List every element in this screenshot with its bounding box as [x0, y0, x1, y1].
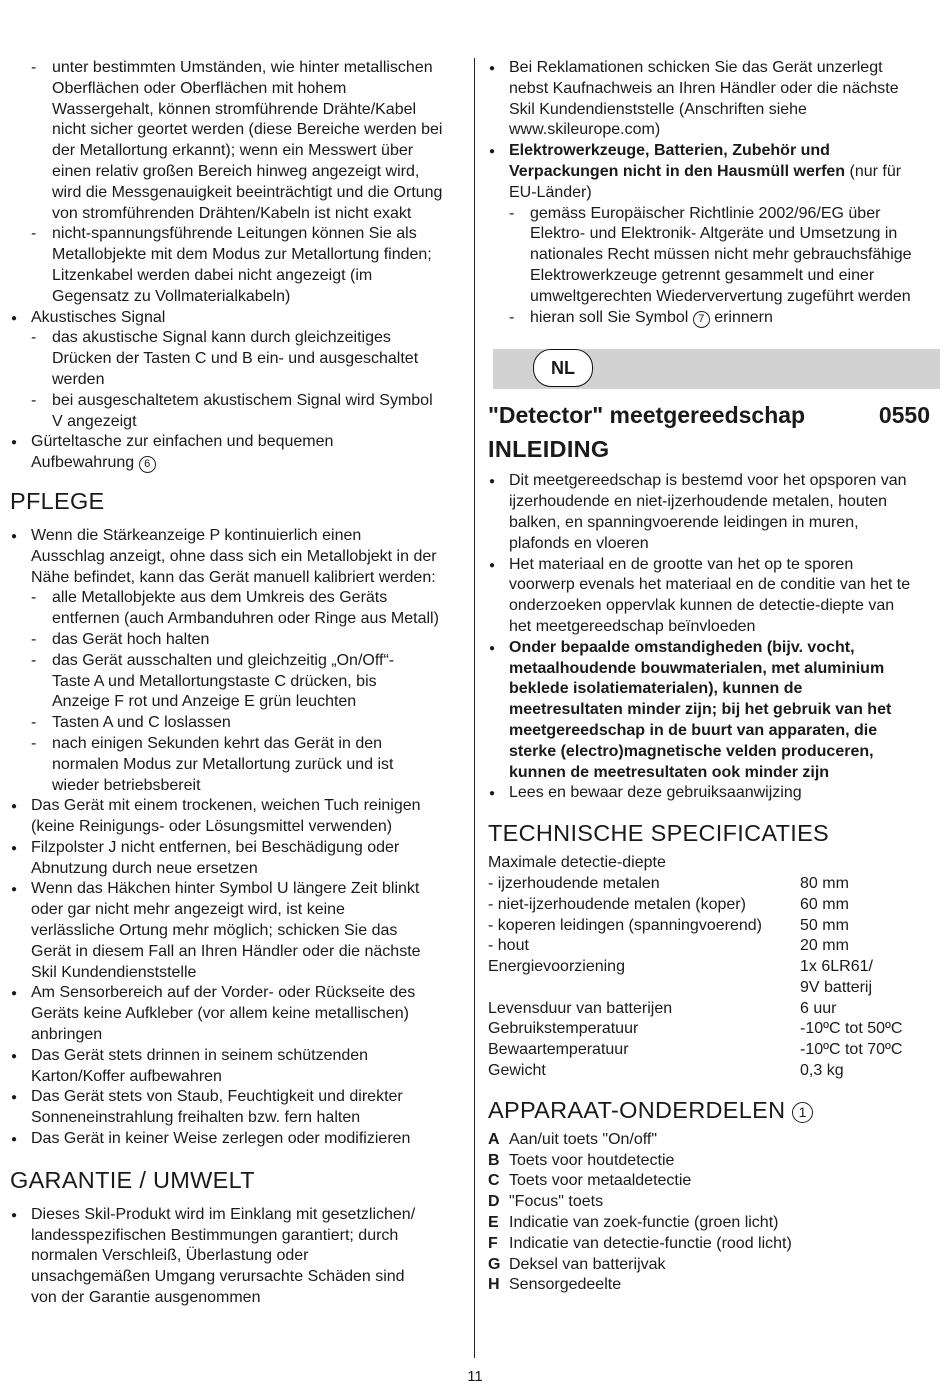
bullet-item: ● Dit meetgereedschap is bestemd voor het opsporen van: [488, 471, 940, 492]
product-title: "Detector" meetgereedschap: [488, 402, 806, 429]
part-label: Indicatie van detectie-functie (rood licht): [509, 1234, 792, 1252]
spec-row: [488, 1061, 940, 1082]
dash-item: - alle Metallobjekte aus dem Umkreis des Geräts: [10, 588, 465, 609]
item-line: Skil Kundendienststelle (Anschriften siehe: [509, 100, 807, 118]
item-line: [488, 659, 940, 680]
spec-value: 80 mm: [800, 874, 849, 892]
spec-label: Levensduur van batterijen: [488, 999, 673, 1017]
bold-text: sterke (electro)magnetische velden produceren,: [509, 742, 874, 760]
part-label: Indicatie van zoek-functie (groen licht): [509, 1214, 779, 1232]
part-label: Deksel van batterijvak: [509, 1255, 666, 1273]
spec-label: - hout: [488, 937, 529, 955]
item-line: der Metallortung erkannt); wenn ein Messwert über: [52, 142, 414, 160]
bullet-item: ● Das Gerät stets von Staub, Feuchtigkeit und direkter: [10, 1087, 465, 1108]
spec-label: [488, 978, 800, 999]
dash-item: - nicht-spannungsführende Leitungen können Sie als: [10, 224, 465, 245]
part-row: [488, 1192, 940, 1213]
bold-text: Onder bepaalde omstandigheden (bijv. vocht,: [509, 638, 855, 656]
spec-value: 60 mm: [800, 895, 849, 913]
spec-row: [488, 978, 940, 999]
item-line: von stromführenden Drähten/Kabeln ist nicht exakt: [52, 204, 412, 222]
spec-row: [488, 936, 940, 957]
spec-value: 9V batterij: [800, 978, 873, 996]
section-title-garantie: GARANTIE / UMWELT: [10, 1166, 255, 1193]
item-line: Elektro- und Elektronik- Altgeräte und Umsetzung in: [530, 225, 898, 243]
item-line: [488, 700, 940, 721]
item-line: Sonneneinstrahlung freihalten bzw. fern halten: [31, 1109, 361, 1127]
item-line: entfernen (auch Armbanduhren oder Ringe aus Metall): [52, 610, 439, 628]
dash-item: - gemäss Europäischer Richtlinie 2002/96/EG über: [488, 204, 940, 225]
part-label: Aan/uit toets "On/off": [509, 1130, 658, 1148]
item-line: einen relativ großen Bereich hinweg angezeigt wird,: [52, 162, 420, 180]
item-line: [488, 721, 940, 742]
item-line: ijzerhoudende en niet-ijzerhoudende metalen, houten: [509, 493, 888, 511]
item-line: www.skileurope.com): [509, 121, 661, 139]
spec-label: Energievoorziening: [488, 958, 625, 976]
parts-list: [488, 1130, 940, 1296]
bold-text: metaalhoudende bouwmaterialen, met aluminium: [509, 659, 885, 677]
item-line: Taste A und Metallortungstaste C drücken, bis: [52, 672, 377, 690]
spec-value: 6 uur: [800, 999, 837, 1017]
dash-item: - bei ausgeschaltetem akustischem Signal wird Symbol: [10, 391, 465, 412]
item-line: Litzenkabel werden dabei nicht angezeigt (im: [52, 266, 373, 284]
part-code: D: [488, 1193, 500, 1211]
specs-heading: Maximale detectie-diepte: [488, 854, 666, 872]
spec-value: 0,3 kg: [800, 1062, 844, 1080]
item-line: Verpackungen nicht in den Hausmüll werfen (nur für: [509, 162, 902, 180]
spec-row: [488, 916, 940, 937]
item-line: normalen Modus zur Metallortung zurück und ist: [52, 755, 394, 773]
part-row: [488, 1275, 940, 1296]
item-line: Wassergehalt, können stromführende Drähte/Kabel: [52, 100, 417, 118]
part-row: [488, 1171, 940, 1192]
section-title-pflege: PFLEGE: [10, 487, 105, 514]
item-line: anbringen: [31, 1026, 103, 1044]
item-line: Gegensatz zu Vollmaterialkabeln): [52, 287, 291, 305]
item-line: (keine Reinigungs- oder Lösungsmittel verwenden): [31, 818, 393, 836]
item-line: unsachgemäßen Umgang verursachte Schäden sind: [31, 1268, 405, 1286]
section-title-specs: TECHNISCHE SPECIFICATIES: [488, 820, 830, 847]
spec-row: [488, 1019, 940, 1040]
part-row: [488, 1151, 940, 1172]
dash-item: - das Gerät hoch halten: [10, 630, 465, 651]
part-row: [488, 1255, 940, 1276]
part-code: G: [488, 1255, 501, 1273]
item-line: nicht sicher geortet werden (diese Bereiche werden bei: [52, 121, 443, 139]
item-line: Nähe befindet, kann das Gerät manuell kalibriert werden:: [31, 568, 436, 586]
item-line: Ausschlag anzeigt, ohne dass sich ein Metallobjekt in der: [31, 547, 437, 565]
part-row: [488, 1234, 940, 1255]
section-title-parts: [488, 1096, 940, 1124]
item-line: normalen Verschleiß, Überlastung oder: [31, 1247, 309, 1265]
bullet-item: ● Wenn das Häkchen hinter Symbol U längere Zeit blinkt: [10, 879, 465, 900]
bullet-item: ● Gürteltasche zur einfachen und bequemen: [10, 432, 465, 453]
dash-item: - das akustische Signal kann durch gleichzeitiges: [10, 328, 465, 349]
item-line: Oberflächen oder Oberflächen mit hohem: [52, 79, 347, 97]
item-line: het meetgereedschap beïnvloeden: [509, 617, 756, 635]
bold-text: meetresultaten minder zijn; bij het gebruik van het: [509, 701, 892, 719]
bold-text: Elektrowerkzeuge, Batterien, Zubehör und: [509, 142, 830, 160]
item-line: Gerät in diesem Fall an Ihren Händler oder die nächste: [31, 942, 421, 960]
part-label: Sensorgedeelte: [509, 1276, 622, 1294]
item-line: onderzoeken oppervlak kunnen de detectie-diepte van: [509, 597, 895, 615]
item-line: Elektrowerkzeuge getrennt gesammelt und einer: [530, 266, 875, 284]
parts-title: APPARAAT-ONDERDELEN: [488, 1096, 786, 1123]
bold-text: meetgereedschap in de buurt van apparaten, die: [509, 721, 878, 739]
specs-table: [488, 874, 940, 1082]
part-label: "Focus" toets: [509, 1193, 604, 1211]
bullet-item: ● Das Gerät in keiner Weise zerlegen oder modifizieren: [10, 1129, 465, 1150]
bullet-item: ● Het materiaal en de grootte van het op te sporen: [488, 555, 940, 576]
part-label: Toets voor houtdetectie: [509, 1151, 675, 1169]
dash-item: - hieran soll Sie Symbol 7 erinnern: [488, 308, 940, 329]
spec-label: - ijzerhoudende metalen: [488, 874, 660, 892]
figure-ref-icon: 7: [693, 311, 710, 328]
item-line: werden: [52, 370, 105, 388]
item-line: V angezeigt: [52, 412, 137, 430]
item-line: Abnutzung durch neue ersetzen: [31, 859, 258, 877]
spec-row: [488, 874, 940, 895]
dash-item: - Tasten A und C loslassen: [10, 713, 465, 734]
spec-row: [488, 957, 940, 978]
item-line: [488, 742, 940, 763]
product-heading: [488, 401, 930, 429]
bullet-item: ● Dieses Skil-Produkt wird im Einklang mit gesetzlichen/: [10, 1205, 465, 1226]
item-line: [488, 763, 940, 784]
spec-label: Gebruikstemperatuur: [488, 1020, 639, 1038]
item-line: oder gar nicht mehr angezeigt wird, ist keine: [31, 901, 345, 919]
bold-text: Verpackungen nicht in den Hausmüll werfen: [509, 162, 846, 180]
bullet-item: ● Lees en bewaar deze gebruiksaanwijzing: [488, 783, 940, 804]
figure-ref-icon: 6: [139, 456, 156, 473]
item-line: Anzeige F rot und Anzeige E grün leuchten: [52, 693, 357, 711]
part-code: C: [488, 1172, 500, 1190]
item-line: wieder betriebsbereit: [52, 776, 201, 794]
pflege-list: [10, 526, 465, 1150]
item-line: Aufbewahrung 6: [10, 453, 465, 474]
bullet-item: ● Am Sensorbereich auf der Vorder- oder Rückseite des: [10, 983, 465, 1004]
part-row: [488, 1130, 940, 1151]
page-number: 11: [467, 1368, 483, 1385]
dash-item: - nach einigen Sekunden kehrt das Gerät in den: [10, 734, 465, 755]
product-number: 0550: [878, 402, 930, 429]
part-label: Toets voor metaaldetectie: [509, 1172, 692, 1190]
section-title-inleiding: INLEIDING: [488, 436, 610, 463]
bullet-item: ● Filzpolster J nicht entfernen, bei Beschädigung oder: [10, 838, 465, 859]
item-line: EU-Länder): [509, 183, 592, 201]
item-line: Karton/Koffer aufbewahren: [31, 1067, 222, 1085]
figure-ref-icon: 1: [792, 1102, 813, 1123]
item-line: balken, en spanningvoerende leidingen in muren,: [509, 513, 859, 531]
spec-value: -10ºC tot 50ºC: [800, 1020, 903, 1038]
item-line: wird die Messgenauigkeit beeinträchtigt und die Ortung: [52, 183, 443, 201]
bullet-item: ● Akustisches Signal: [10, 308, 465, 329]
bullet-item: [488, 141, 940, 162]
spec-label: - koperen leidingen (spanningvoerend): [488, 916, 762, 934]
part-row: [488, 1213, 940, 1234]
bold-text: beklede isolatiematerialen), kunnen de: [509, 680, 803, 698]
column-divider: [474, 58, 475, 1358]
spec-row: [488, 999, 940, 1020]
item-line: verlässliche Ortung mehr möglich; schicken Sie das: [31, 922, 398, 940]
spec-label: - niet-ijzerhoudende metalen (koper): [488, 895, 746, 913]
item-line: landesspezifischen Bestimmungen garantiert; durch: [31, 1226, 399, 1244]
item-line: [488, 679, 940, 700]
right-column: [488, 58, 940, 1296]
spec-row: [488, 895, 940, 916]
part-code: A: [488, 1130, 500, 1148]
item-line: Drücken der Tasten C und B ein- und ausgeschaltet: [52, 350, 419, 368]
item-line: umweltgerechten Wiederververtung zugeführt werden: [530, 287, 911, 305]
part-code: F: [488, 1234, 498, 1252]
spec-value: 50 mm: [800, 916, 849, 934]
bullet-item: ● Das Gerät stets drinnen in seinem schützenden: [10, 1046, 465, 1067]
item-line: nebst Kaufnachweis an Ihren Händler oder die nächste: [509, 79, 899, 97]
language-badge: NL: [533, 349, 593, 387]
part-code: B: [488, 1151, 500, 1169]
bullet-item: ● Das Gerät mit einem trockenen, weichen Tuch reinigen: [10, 796, 465, 817]
spec-label: Bewaartemperatuur: [488, 1041, 629, 1059]
bullet-item: ● Wenn die Stärkeanzeige P kontinuierlich einen: [10, 526, 465, 547]
item-line: nationales Recht müssen nicht mehr gebrauchsfähige: [530, 246, 912, 264]
inleiding-list: [488, 471, 940, 804]
spec-label: Gewicht: [488, 1062, 546, 1080]
dash-item: - das Gerät ausschalten und gleichzeitig „On/Off“-: [10, 651, 465, 672]
bold-text: kunnen de meetresultaten ook minder zijn: [509, 763, 830, 781]
item-line: Skil Kundendienststelle: [31, 963, 197, 981]
item-line: Metallobjekte mit dem Modus zur Metallortung finden;: [52, 246, 432, 264]
spec-value: 20 mm: [800, 937, 849, 955]
bullet-item: ● Bei Reklamationen schicken Sie das Gerät unzerlegt: [488, 58, 940, 79]
item-line: voorwerp evenals het materiaal en de conditie van het te: [509, 576, 911, 594]
right-top-list: [488, 58, 940, 328]
left-intro-list: [10, 58, 465, 474]
part-code: E: [488, 1214, 499, 1232]
item-line: Geräts keine Aufkleber (vor allem keine metallischen): [31, 1005, 409, 1023]
item-line: von der Garantie ausgenommen: [31, 1289, 261, 1307]
garantie-list: [10, 1205, 465, 1309]
left-column: [10, 58, 465, 1309]
item-line: plafonds en vloeren: [509, 534, 649, 552]
spec-value: -10ºC tot 70ºC: [800, 1041, 903, 1059]
dash-item: - unter bestimmten Umständen, wie hinter metallischen: [10, 58, 465, 79]
spec-row: [488, 1040, 940, 1061]
language-bar: [493, 349, 940, 389]
spec-value: 1x 6LR61/: [800, 958, 873, 976]
part-code: H: [488, 1276, 500, 1294]
bullet-item: [488, 638, 940, 659]
